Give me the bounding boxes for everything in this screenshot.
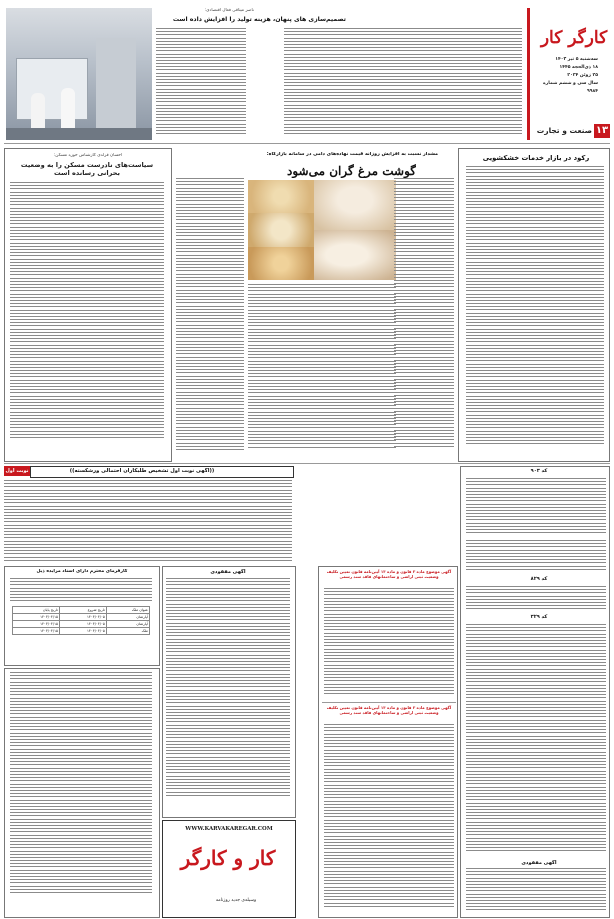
top-article-title: تصمیم‌سازی های پنهان، هزینه تولید را افزایش داده است [172, 16, 346, 23]
table-cell: ملک [106, 628, 149, 635]
table-row [13, 628, 150, 635]
date-line: ۱۸ ذی‌الحجه ۱۴۴۵ [559, 65, 598, 70]
website-text: WWW.KARVAKAREGAR.COM [185, 826, 273, 832]
left-small-ads-text [10, 672, 152, 912]
center-col-text-3 [176, 178, 244, 460]
tender-title: آگهی موضوع ماده ۳ قانون و ماده ۱۳ آیین‌نامه قانون تعیین تکلیف وضعیت ثبتی اراضی و ساختمانهای فاقد سند رسمی [326, 569, 452, 579]
top-article-text [284, 28, 522, 140]
page-number: ۱۳ [595, 125, 609, 136]
auction-table [12, 606, 150, 635]
classified-text-3 [466, 586, 606, 612]
feed-grain-photo [248, 180, 314, 280]
lost-item-title: آگهی مفقودی [210, 569, 246, 575]
table-cell: ۱۴۰۳/۰۴/۰۵ [59, 621, 106, 628]
horizontal-rule [4, 463, 610, 464]
table-header-cell: تاریخ شروع [59, 607, 106, 614]
chicken-photo [314, 180, 396, 280]
notice-top-text [4, 480, 292, 564]
tender-title: آگهی موضوع ماده ۳ قانون و ماده ۱۳ آیین‌نامه قانون تعیین تکلیف وضعیت ثبتی اراضی و ساختمانهای فاقد سند رسمی [326, 705, 452, 715]
table-cell: ۱۴۰۳/۰۴/۱۵ [13, 621, 60, 628]
kad-label: کد ۹۰۳ [530, 468, 548, 474]
date-line: ۲۵ ژوئن ۲۰۲۴ [567, 73, 598, 78]
horizontal-rule [322, 702, 456, 703]
table-header-row [13, 607, 150, 614]
table-cell: ۱۴۰۳/۰۴/۱۵ [13, 614, 60, 621]
lost-item-title: آگهی مفقودی [521, 860, 557, 866]
tender-text-1 [324, 588, 454, 698]
classified-text-1 [466, 478, 606, 536]
left-column-title: سیاست‌های نادرست مسکن را به وضعیت بحرانی رسانده است [20, 161, 154, 177]
date-line: سال سی و ششم شماره ۹۹۸۴ [543, 81, 598, 94]
classified-text-2 [466, 540, 606, 574]
auction-intro-text [10, 578, 152, 604]
masthead-vertical-stripe [527, 8, 530, 140]
table-cell: ۱۴۰۳/۰۴/۱۵ [13, 628, 60, 635]
promo-logo: کار و کارگر [180, 846, 276, 870]
center-article-title: گوشت مرغ گران می‌شود [287, 164, 416, 178]
table-cell: ۱۴۰۳/۰۴/۰۵ [59, 628, 106, 635]
table-cell: ۱۴۰۳/۰۴/۰۵ [59, 614, 106, 621]
masthead-logo: کارگر کار [540, 28, 608, 48]
center-col-text-2 [248, 284, 396, 460]
right-column-text [466, 166, 604, 456]
table-cell: آپارتمان [106, 621, 149, 628]
top-side-text [156, 28, 246, 140]
classified-text-4 [466, 624, 606, 856]
factory-photo [6, 8, 152, 140]
masthead-date-block [534, 56, 598, 96]
date-line: سه‌شنبه ۵ تیر ۱۴۰۳ [555, 57, 598, 62]
kad-label: کد ۳۲۹ [530, 614, 548, 620]
classified-text-5 [466, 868, 606, 914]
small-ads-text [166, 578, 290, 812]
table-cell: آپارتمان [106, 614, 149, 621]
left-column-kicker: احسان قرلدی کارشناس حوزه مسکن: [53, 153, 123, 158]
auction-title: کارفرمای محترم دارای اسناد مزایده ذیل [36, 569, 128, 574]
table-header-cell: عنوان ملک [106, 607, 149, 614]
table-row [13, 614, 150, 621]
notice-first-badge: نوبت اول [5, 468, 29, 474]
center-col-text-1 [394, 178, 454, 460]
tender-text-2 [324, 724, 454, 914]
promo-slogan: وسیله‌ی جدید روزنامه [215, 898, 257, 903]
top-article-kicker: ناصر میثاقی فعال اقتصادی: [204, 8, 254, 13]
center-article-kicker: مشدار نسبت به افزایش روزانه قیمت نهاده‌های دامی در سامانه بازارگاه: [266, 152, 438, 157]
kad-label: کد ۸۲۹ [530, 576, 548, 582]
left-column-text [10, 182, 164, 456]
masthead [532, 6, 610, 142]
notice-top-bar-title: ((آگهی نوبت اول تشخیص طلبکاران احتمالی ورشکسته)) [69, 467, 215, 474]
right-column-title: رکود در بازار خدمات خشکشویی [482, 154, 590, 162]
table-header-cell: تاریخ پایان [13, 607, 60, 614]
horizontal-rule [4, 143, 610, 144]
section-name: صنعت و تجارت [536, 126, 592, 135]
table-row [13, 621, 150, 628]
